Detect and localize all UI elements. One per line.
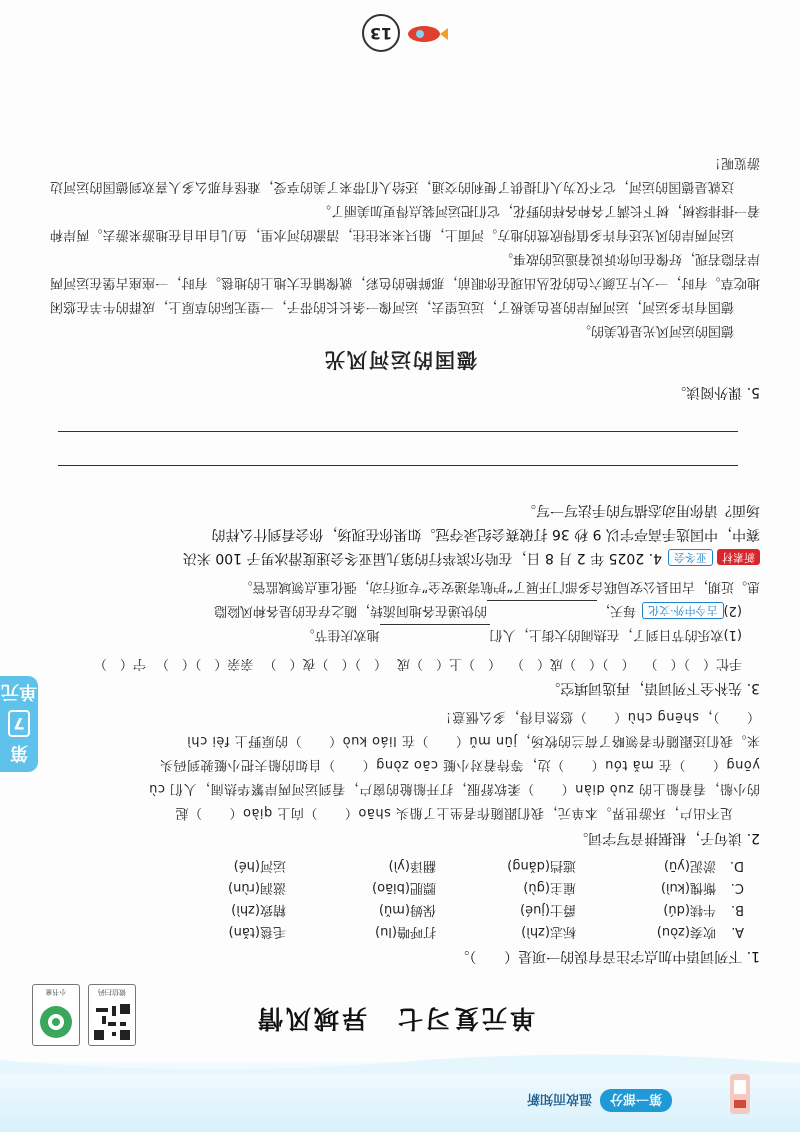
article-paragraph: 德国的运河风光是优美的。 — [577, 323, 734, 338]
q3-word[interactable]: 亲亲（ ）（ ） — [155, 656, 254, 671]
option-letter: C. — [730, 880, 744, 895]
option-item: 吹奏(zòu) — [656, 924, 716, 939]
article-title: 德国的运河风光 — [323, 348, 477, 372]
q1-stem: 1. 下列词语中加点字注音有误的一项是（ ）。 — [455, 948, 760, 964]
section-subtitle: 温故而知新 — [526, 1091, 592, 1107]
qr-caption-right: 小书童 — [45, 988, 67, 996]
q4-text-3: 场面？请你用动态描写的手法写一写。 — [522, 502, 760, 518]
q2-line: yōng（ ）在 mǎ tóu（ ）边，等待着对小艇 cāo zòng（ ）自如的船夫把小艇驶到码头 — [159, 757, 760, 772]
q3-s2-line2: 患。近期，古田县公安局联合多部门开展了“护航寄递安全”专项行动，强化重点领域监管。 — [239, 579, 760, 594]
q4-text-2: 赛中，中国选手高亭宇以 9 秒 36 打破赛会纪录夺冠。如果你在现场，你会看到什么样的 — [211, 526, 760, 542]
option-item: 运河(hé) — [233, 858, 286, 873]
unit-title: 单元复习七 异域风情 — [255, 1004, 536, 1033]
q4-tag-topic: 亚冬会 — [668, 549, 713, 566]
option-letter: A. — [731, 924, 744, 939]
q1-option-b[interactable] — [144, 898, 744, 920]
q3-s2-tag: 古今中外·文化 — [642, 602, 724, 619]
q4-tag-new: 新素材 — [717, 549, 760, 565]
q3-word[interactable]: （ ）（ ）成（ ） — [510, 656, 635, 671]
q3-s1-blank[interactable] — [380, 624, 490, 639]
q1-option-c[interactable] — [144, 876, 744, 898]
q3-sentence-1 — [82, 624, 742, 644]
option-item: 遮挡(dǎng) — [507, 858, 576, 873]
option-item: 毛毯(tǎn) — [228, 924, 286, 939]
q3-s1-text: (1)欢乐的节日到了，在热闹的大街上，人们 — [489, 627, 742, 642]
rocket-icon — [404, 22, 450, 46]
unit-side-tab — [0, 676, 38, 772]
q4-answer-line[interactable] — [58, 431, 738, 432]
qr-caption-left: 微信扫码 — [98, 988, 126, 996]
q3-s2-mid: 每天， — [597, 603, 637, 618]
page-number: 13 — [362, 14, 400, 52]
q3-word[interactable]: 宁（ ） — [93, 656, 146, 671]
q3-s1-end: 地欢庆佳节。 — [301, 627, 380, 642]
q3-sentence-2 — [62, 600, 742, 620]
q4-line-1 — [40, 548, 760, 568]
option-item: 精致(zhì) — [231, 902, 286, 917]
article-body — [50, 150, 760, 342]
q3-s2-blank[interactable] — [487, 600, 597, 615]
article-paragraph: 这就是德国的运河，它不仅为人们提供了便利的交通，还给人们带来了美的享受，难怪有那么多人喜欢到德国的运河边游览呢！ — [50, 155, 760, 194]
option-item: 翻译(yì) — [388, 858, 436, 873]
article-paragraph: 运河两岸的风光还有许多值得欣赏的地方。河面上，船只来来往往，清澈的河水里，鱼儿自由自在地游来游去。两岸种着一排排绿树，树下长满了各种各样的野花，它们把运河装点得更加美丽了。 — [50, 203, 760, 242]
corner-decoration-icon — [720, 1066, 760, 1120]
q2-line: （ ），shēng chù（ ）悠然自得，多么惬意！ — [438, 709, 760, 724]
q2-line: 来。我们还跟随作者领略了荷兰的牧场，jūn mǔ（ ）在 liáo kuò（ ）的原野上 fèi chì — [186, 733, 760, 748]
qr-code-icon — [94, 1004, 130, 1040]
q4-answer-line[interactable] — [58, 465, 738, 466]
option-item: 滋润(rùn) — [228, 880, 286, 895]
q3-stem: 3. 先补全下列词语，再选词填空。 — [546, 680, 760, 696]
q3-word-row — [82, 652, 742, 674]
q3-word[interactable]: （ ）（ ）夜（ ） — [263, 656, 387, 671]
q1-option-a[interactable] — [144, 920, 744, 942]
q1-options — [144, 854, 744, 942]
q2-line: 足不出户，环游世界。本单元，我们跟随作者坐上了船头 shāo（ ）向上 qiào（ ）起 — [175, 805, 760, 820]
q1-option-d[interactable] — [144, 854, 744, 876]
option-item: 保姆(mǔ) — [378, 902, 436, 917]
option-item: 惭愧(kuì) — [660, 880, 716, 895]
q4-text-1: 4. 2025 年 2 月 8 日，在哈尔滨举行的第九届亚冬会速度滑冰男子 100 米决 — [182, 550, 662, 566]
option-item: 标志(zhì) — [521, 924, 576, 939]
option-item: 膘肥(biāo) — [372, 880, 436, 895]
unit-tab-number: 7 — [8, 711, 29, 738]
article-paragraph: 德国有许多运河，运河两岸的景色美极了，远远望去，运河像一条长长的带子，一望无际的草原上，成群的牛羊在悠闲地吃草。有时，一大片五颜六色的花丛出现在你眼前，那鲜艳的色彩，就像铺在大地上的地毯。有时，一座座古堡在运河两岸若隐若现，好像在向你诉说着遥远的故事。 — [50, 251, 760, 314]
q3-s2-rest: 的快递在各地间流转，随之存在的是各种风险隐 — [214, 603, 488, 618]
header-wave — [0, 1044, 800, 1074]
option-letter: B. — [730, 902, 744, 917]
section-header — [527, 1090, 672, 1112]
option-item: 爵士(jué) — [520, 902, 576, 917]
q5-stem: 5. 课外阅读。 — [672, 384, 760, 400]
q3-word[interactable]: 手忙（ ）（ ） — [644, 656, 742, 671]
q2-passage — [60, 704, 760, 824]
q2-line: 的小船，看着船上的 zuò diàn（ ）柔软舒服，打开船舱的窗户，看到运河两岸繁华热闹，人们 cù — [148, 781, 760, 796]
unit-tab-char-1: 第 — [10, 742, 28, 764]
q2-stem: 2. 读句子，根据拼音写字词。 — [574, 830, 760, 846]
mascot-icon — [38, 1004, 74, 1040]
option-letter: D. — [729, 858, 744, 873]
section-label: 第一部分 — [600, 1090, 672, 1113]
qr-code-right[interactable] — [32, 984, 80, 1046]
qr-code-left[interactable] — [88, 984, 136, 1046]
option-item: 牛犊(dú) — [663, 902, 716, 917]
option-item: 雇主(gù) — [523, 880, 576, 895]
option-item: 淤泥(yū) — [663, 858, 716, 873]
qr-code-area — [32, 976, 136, 1046]
q3-word[interactable]: （ ）上（ ）成 — [396, 656, 501, 671]
unit-tab-char-2: 单元 — [1, 681, 37, 703]
q3-s2-num: (2) — [723, 603, 742, 618]
option-item: 打呼噜(lu) — [375, 924, 436, 939]
